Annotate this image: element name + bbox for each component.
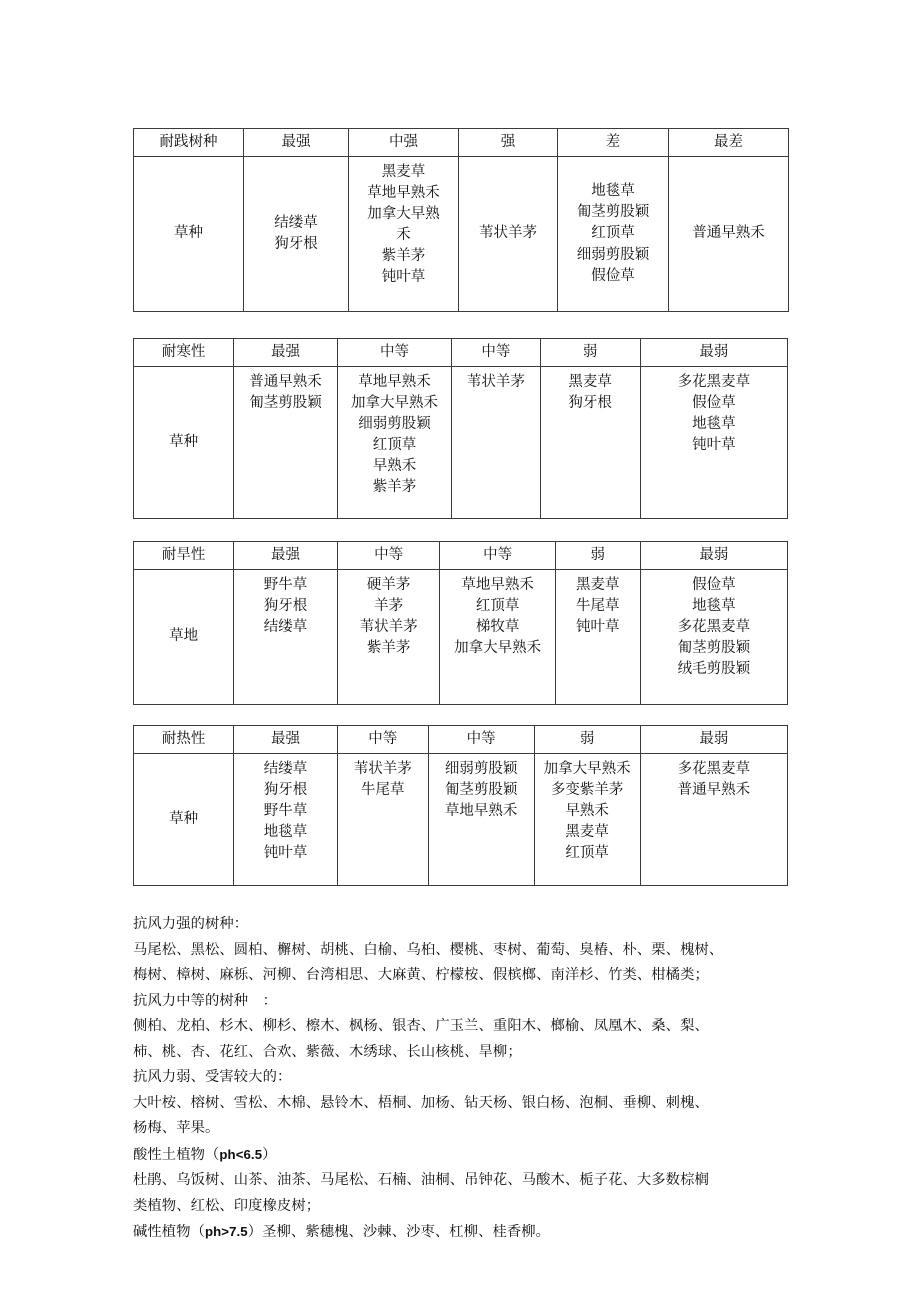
table-cell-line: 红顶草 (475, 598, 520, 615)
table-cell-line: 地毯草 (591, 183, 635, 200)
table-trampling-tolerance (133, 128, 789, 312)
table-header-cell: 最强 (234, 542, 338, 570)
table-cell (234, 570, 338, 705)
table-drought-tolerance (133, 541, 788, 705)
table-header-cell: 耐热性 (134, 726, 234, 754)
table-row-label: 草种 (134, 367, 234, 519)
table-cell-line: 钝叶草 (692, 437, 736, 454)
prose-spacer (133, 886, 789, 912)
table-cell-line: 普通早熟禾 (249, 374, 322, 390)
table-cell-line: 红顶草 (372, 437, 417, 454)
table-cell-line: 地毯草 (692, 416, 736, 433)
table-cell (669, 157, 789, 312)
table-cell-line: 多花黑麦草 (677, 619, 751, 636)
table-cell (555, 570, 640, 705)
table-spacer (133, 705, 789, 725)
table-spacer (133, 312, 789, 338)
table-cell (234, 754, 338, 886)
prose-line: 抗风力中等的树种 ： (133, 992, 277, 1009)
table-header-cell: 中等 (337, 726, 428, 754)
table-row (134, 129, 789, 157)
table-cell-line: 紫羊茅 (366, 640, 411, 657)
table-header-cell: 耐寒性 (134, 339, 234, 367)
table-cell-line: 苇状羊茅 (466, 374, 525, 390)
table-cell-line: 匍茎剪股颖 (576, 204, 650, 221)
table-cell-line: 加拿大早熟禾 (350, 395, 438, 412)
table-cell-line: 假俭草 (591, 267, 635, 284)
table-cell-line: 黑麦草 (565, 824, 609, 841)
table-header-cell: 最强 (234, 339, 338, 367)
table-cell-line: 钝叶草 (263, 845, 308, 862)
prose-line: 柿、桃、杏、花红、合欢、紫薇、木绣球、长山核桃、旱柳； (133, 1043, 522, 1060)
table-cell-line: 狗牙根 (568, 395, 612, 412)
table-header-cell: 中等 (337, 339, 451, 367)
table-header-cell: 耐旱性 (134, 542, 234, 570)
table-row-label: 草种 (134, 157, 244, 312)
table-cell-line: 黑麦草 (381, 164, 426, 180)
table-cell (459, 157, 558, 312)
table-cell-line: 草地早熟禾 (367, 185, 440, 202)
table-cell-line: 绒毛剪股颖 (677, 661, 751, 678)
table-header-cell: 耐践树种 (134, 129, 244, 157)
table-header-cell: 强 (459, 129, 558, 157)
table-cell (234, 367, 338, 519)
table-cell-line: 加拿大早熟禾 (454, 640, 542, 657)
table-cell-line: 草地早熟禾 (461, 577, 534, 593)
table-cell (640, 754, 787, 886)
table-cell (428, 754, 534, 886)
prose-line: 抗风力强的树种： (133, 916, 249, 932)
table-cell-line: 早熟禾 (372, 458, 417, 475)
table-cell (349, 157, 459, 312)
table-cell-line: 地毯草 (263, 824, 308, 841)
prose-line (133, 1219, 789, 1246)
table-cell-line: 紫羊茅 (372, 479, 417, 496)
table-header-cell: 中等 (428, 726, 534, 754)
table-cell-line: 地毯草 (692, 598, 736, 615)
table-cell-line: 结缕草 (263, 619, 308, 636)
table-cell-line: 匍茎剪股颖 (677, 640, 751, 657)
prose-text: 酸性土植物（ (133, 1146, 220, 1163)
table-cell-line: 牛尾草 (360, 782, 405, 799)
table-header-cell: 差 (558, 129, 669, 157)
table-header-cell: 最强 (234, 726, 338, 754)
table-cell-line: 早熟禾 (565, 803, 609, 820)
table-cold-tolerance (133, 338, 788, 519)
table-cell-line: 苇状羊茅 (479, 225, 537, 242)
prose-line: 大叶桉、榕树、雪松、木棉、悬铃木、梧桐、加杨、钻天杨、银白杨、泡桐、垂柳、刺槐、 (133, 1094, 709, 1111)
prose-line: 抗风力弱、受害较大的： (133, 1069, 292, 1085)
table-row (134, 542, 788, 570)
table-cell-line: 结缕草 (263, 761, 308, 777)
table-header-cell: 中等 (440, 542, 555, 570)
table-cell-line: 狗牙根 (263, 598, 308, 615)
table-cell-line: 苇状羊茅 (359, 619, 418, 636)
table-cell-line: 假俭草 (692, 577, 736, 593)
table-cell-line: 细弱剪股颖 (576, 246, 650, 263)
table-cell-line: 钝叶草 (381, 269, 426, 286)
table-cell-line: 加拿大早熟禾 (543, 761, 631, 777)
table-spacer (133, 519, 789, 541)
table-cell (337, 570, 440, 705)
table-cell-line: 草地早熟禾 (358, 374, 431, 390)
table-header-cell: 最强 (244, 129, 349, 157)
prose-line: 侧柏、龙柏、杉木、柳杉、檫木、枫杨、银杏、广玉兰、重阳木、榔榆、凤凰木、桑、梨、 (133, 1018, 709, 1034)
table-row-label: 草地 (134, 570, 234, 705)
table-cell-line: 野牛草 (263, 577, 308, 593)
table-cell-line: 细弱剪股颖 (444, 761, 518, 777)
table-cell-line: 牛尾草 (575, 598, 620, 615)
table-cell-line: 狗牙根 (274, 236, 318, 252)
table-row (134, 570, 788, 705)
table-cell (640, 570, 787, 705)
table-cell-line: 细弱剪股颖 (358, 416, 431, 433)
table-header-cell: 最弱 (640, 726, 787, 754)
prose-text: ） (262, 1146, 277, 1163)
document-content (133, 128, 789, 1246)
table-cell-line: 匍茎剪股颖 (444, 782, 518, 799)
table-cell-line: 黑麦草 (575, 577, 620, 593)
table-header-cell: 中等 (452, 339, 540, 367)
prose-text: 碱性植物（ (133, 1224, 205, 1240)
table-cell-line: 草地早熟禾 (444, 803, 518, 820)
table-row (134, 157, 789, 312)
table-cell-line: 匍茎剪股颖 (249, 395, 322, 412)
table-row (134, 367, 788, 519)
table-row (134, 339, 788, 367)
ph-value: ph>7.5 (204, 1224, 248, 1239)
table-cell (534, 754, 640, 886)
table-cell-line: 红顶草 (565, 845, 609, 862)
table-cell-line: 结缕草 (274, 214, 318, 231)
table-cell-line: 假俭草 (692, 395, 736, 412)
table-cell (244, 157, 349, 312)
table-header-cell: 最弱 (640, 542, 787, 570)
table-cell-line: 硬羊茅 (366, 577, 411, 593)
table-cell-line: 苇状羊茅 (353, 761, 412, 777)
table-cell (558, 157, 669, 312)
table-cell-line: 黑麦草 (568, 374, 612, 390)
table-cell-line: 多花黑麦草 (677, 761, 751, 777)
table-header-cell: 中强 (349, 129, 459, 157)
table-cell (640, 367, 787, 519)
table-cell (337, 754, 428, 886)
table-row (134, 754, 788, 886)
table-cell-line: 钝叶草 (575, 619, 620, 636)
table-cell-line: 多花黑麦草 (677, 374, 751, 390)
prose-line: 杜鹃、乌饭树、山茶、油茶、马尾松、石楠、油桐、吊钟花、马酸木、栀子花、大多数棕榈 (133, 1172, 709, 1188)
table-cell-line: 普通早熟禾 (677, 782, 751, 799)
table-cell-line: 紫羊茅 (381, 248, 426, 265)
table-cell-line: 多变紫羊茅 (550, 782, 624, 799)
table-cell-line: 野牛草 (263, 803, 308, 820)
table-cell-line: 梯牧草 (475, 619, 520, 636)
table-cell-line: 狗牙根 (263, 782, 308, 799)
table-header-cell: 弱 (555, 542, 640, 570)
ph-value: ph<6.5 (219, 1146, 263, 1162)
table-cell (440, 570, 555, 705)
table-cell-line: 禾 (396, 227, 411, 244)
table-header-cell: 弱 (534, 726, 640, 754)
table-cell (337, 367, 451, 519)
table-row-label: 草种 (134, 754, 234, 886)
table-cell-line: 羊茅 (374, 598, 404, 615)
prose-line: 杨梅、苹果。 (133, 1120, 220, 1136)
table-heat-tolerance (133, 725, 788, 886)
table-header-cell: 弱 (540, 339, 640, 367)
table-header-cell: 中等 (337, 542, 440, 570)
table-cell-line: 加拿大早熟 (367, 206, 440, 223)
prose-line: 类植物、红松、印度橡皮树； (133, 1197, 321, 1214)
table-row (134, 726, 788, 754)
table-cell-line: 普通早熟禾 (692, 225, 765, 242)
table-header-cell: 最差 (669, 129, 789, 157)
prose-line: 梅树、樟树、麻栎、河柳、台湾相思、大麻黄、柠檬桉、假槟榔、南洋杉、竹类、柑橘类； (133, 967, 709, 983)
table-header-cell: 最弱 (640, 339, 787, 367)
wind-resistance-prose (133, 912, 789, 1246)
prose-line (133, 1142, 789, 1169)
table-cell (540, 367, 640, 519)
prose-line: 马尾松、黑松、圆柏、檞树、胡桃、白榆、乌桕、樱桃、枣树、葡萄、臭椿、朴、栗、槐树、 (133, 941, 724, 958)
prose-text: ）圣柳、紫穗槐、沙棘、沙枣、杠柳、桂香柳。 (247, 1224, 551, 1240)
table-cell (452, 367, 540, 519)
table-cell-line: 红顶草 (591, 225, 635, 242)
